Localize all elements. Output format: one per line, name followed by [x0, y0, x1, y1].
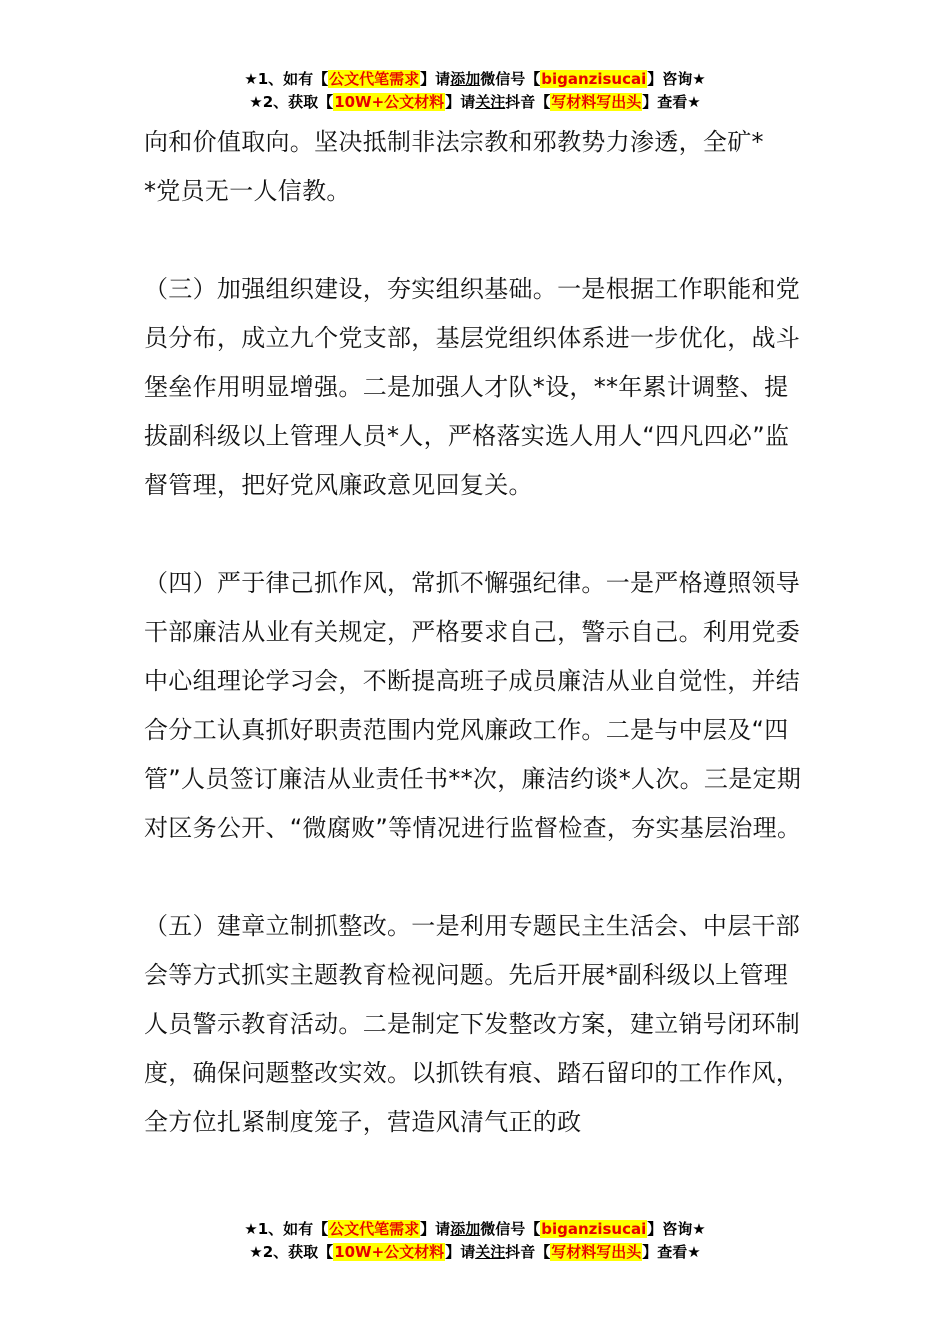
banner-line-1: [0, 68, 950, 91]
banner-text: 抖音【: [505, 93, 551, 111]
header-banner: [0, 68, 950, 114]
banner-line-2: [0, 91, 950, 114]
banner-text: 】请: [420, 1220, 451, 1238]
banner-underlined: 添加: [450, 70, 481, 88]
banner-text: 】查看★: [642, 1243, 701, 1261]
banner-highlight: 10W+公文材料: [334, 1243, 445, 1261]
paragraph-continued: 向和价值取向。坚决抵制非法宗教和邪教势力渗透，全矿* *党员无一人信教。: [144, 128, 764, 205]
banner-line-2: [0, 1241, 950, 1264]
banner-text: 】咨询★: [647, 1220, 706, 1238]
paragraph-rectification: （五）建章立制抓整改。一是利用专题民主生活会、中层干部会等方式抓实主题教育检视问题。先后开展*副科级以上管理人员警示教育活动。二是制定下发整改方案，建立销号闭环制度，确保问题整改实效。以抓铁有痕、踏石留印的工作作风，全方位扎紧制度笼子，营造风清气正的政: [144, 912, 801, 1136]
footer-banner: [0, 1218, 950, 1264]
banner-highlight: 公文代笔需求: [329, 1220, 420, 1238]
paragraph-organization: （三）加强组织建设，夯实组织基础。一是根据工作职能和党员分布，成立九个党支部，基层党组织体系进一步优化，战斗堡垒作用明显增强。二是加强人才队*设，**年累计调整、提拔副科级以上管理人员*人，严格落实选人用人“四凡四必”监督管理，把好党风廉政意见回复关。: [144, 275, 801, 499]
banner-text: ★2、获取【: [249, 93, 334, 111]
banner-line-1: [0, 1218, 950, 1241]
banner-text: 微信号【: [480, 1220, 541, 1238]
banner-highlight: 公文代笔需求: [329, 70, 420, 88]
banner-highlight: 写材料写出头: [551, 93, 642, 111]
banner-highlight: biganzisucai: [541, 70, 647, 88]
banner-text: ★2、获取【: [249, 1243, 334, 1261]
banner-underlined: 添加: [450, 1220, 481, 1238]
banner-highlight: biganzisucai: [541, 1220, 647, 1238]
banner-text: 】请: [420, 70, 451, 88]
banner-highlight: 写材料写出头: [551, 1243, 642, 1261]
document-body: [144, 118, 808, 1147]
banner-highlight: 10W+公文材料: [334, 93, 445, 111]
banner-text: 】咨询★: [647, 70, 706, 88]
banner-text: ★1、如有【: [244, 70, 329, 88]
banner-text: 】请: [445, 93, 476, 111]
banner-underlined: 关注: [475, 93, 506, 111]
banner-text: 】请: [445, 1243, 476, 1261]
paragraph-discipline: （四）严于律己抓作风，常抓不懈强纪律。一是严格遵照领导干部廉洁从业有关规定，严格要求自己，警示自己。利用党委中心组理论学习会，不断提高班子成员廉洁从业自觉性，并结合分工认真抓好职责范围内党风廉政工作。二是与中层及“四管”人员签订廉洁从业责任书**次，廉洁约谈*人次。三是定期对区务公开、“微腐败”等情况进行监督检查，夯实基层治理。: [144, 569, 802, 842]
banner-text: 抖音【: [505, 1243, 551, 1261]
banner-text: 】查看★: [642, 93, 701, 111]
banner-text: 微信号【: [480, 70, 541, 88]
banner-underlined: 关注: [475, 1243, 506, 1261]
banner-text: ★1、如有【: [244, 1220, 329, 1238]
